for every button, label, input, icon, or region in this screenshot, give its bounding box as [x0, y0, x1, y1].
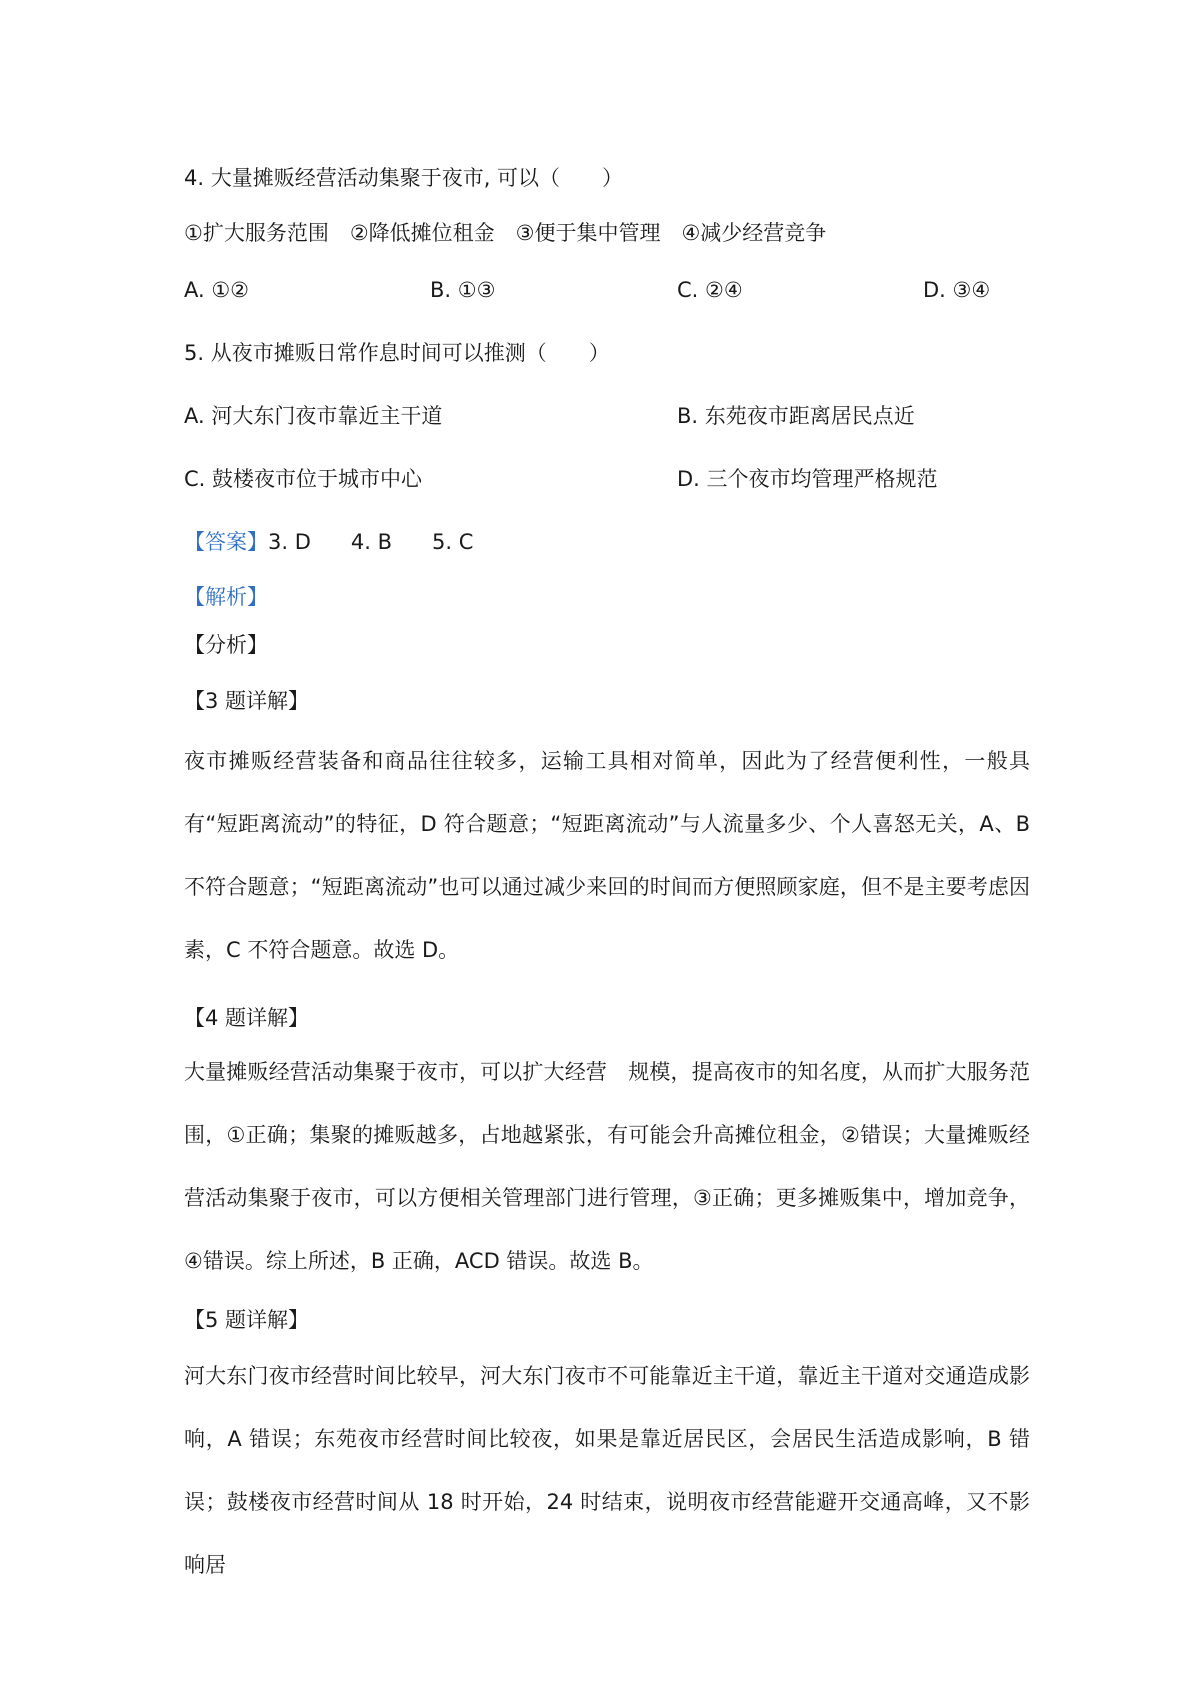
answer-item: 4. B	[350, 530, 393, 554]
answer-row	[184, 527, 473, 557]
question-4-stem: 4. 大量摊贩经营活动集聚于夜市, 可以（ ）	[184, 166, 624, 190]
detail-5-paragraph: 河大东门夜市经营时间比较早，河大东门夜市不可能靠近主干道，靠近主干道对交通造成影响，A 错误；东苑夜市经营时间比较夜，如果是靠近居民区，会居民生活造成影响，B 错误；鼓楼夜市经营时间从 18 时开始，24 时结束，说明夜市经营能避开交通高峰，又不影响居	[184, 1364, 1030, 1577]
detail-5-label: 【5 题详解】	[184, 1308, 310, 1332]
answer-item: 3. D	[268, 530, 311, 554]
question-5-stem: 5. 从夜市摊贩日常作息时间可以推测（ ）	[184, 341, 610, 365]
answer-item: 5. C	[432, 530, 474, 554]
question-4-option-d: D. ③④	[923, 278, 991, 302]
question-4-statements: ①扩大服务范围 ②降低摊位租金 ③便于集中管理 ④减少经营竞争	[184, 221, 827, 245]
detail-4-label: 【4 题详解】	[184, 1006, 310, 1030]
question-5-option-c: C. 鼓楼夜市位于城市中心	[184, 467, 423, 491]
question-5-option-d: D. 三个夜市均管理严格规范	[677, 467, 938, 491]
question-4-option-b: B. ①③	[430, 278, 496, 302]
question-5-option-b: B. 东苑夜市距离居民点近	[677, 404, 915, 428]
question-4-option-a: A. ①②	[184, 278, 249, 302]
question-4-option-c: C. ②④	[677, 278, 743, 302]
answer-label: 【答案】	[184, 530, 268, 554]
detail-4-paragraph: 大量摊贩经营活动集聚于夜市，可以扩大经营 规模，提高夜市的知名度，从而扩大服务范围，①正确；集聚的摊贩越多，占地越紧张，有可能会升高摊位租金，②错误；大量摊贩经营活动集聚于夜市，可以方便相关管理部门进行管理，③正确；更多摊贩集中，增加竞争，④错误。综上所述，B 正确，ACD 错误。故选 B。	[184, 1060, 1030, 1273]
analysis-label: 【解析】	[184, 585, 268, 609]
detail-3-paragraph: 夜市摊贩经营装备和商品往往较多，运输工具相对简单，因此为了经营便利性，一般具有“短距离流动”的特征，D 符合题意；“短距离流动”与人流量多少、个人喜怒无关，A、B 不符合题意；“短距离流动”也可以通过减少来回的时间而方便照顾家庭，但不是主要考虑因素，C 不符合题意。故选 D。	[184, 749, 1030, 962]
detail-3-label: 【3 题详解】	[184, 689, 310, 713]
question-5-option-a: A. 河大东门夜市靠近主干道	[184, 404, 443, 428]
fenxi-label: 【分析】	[184, 633, 268, 657]
